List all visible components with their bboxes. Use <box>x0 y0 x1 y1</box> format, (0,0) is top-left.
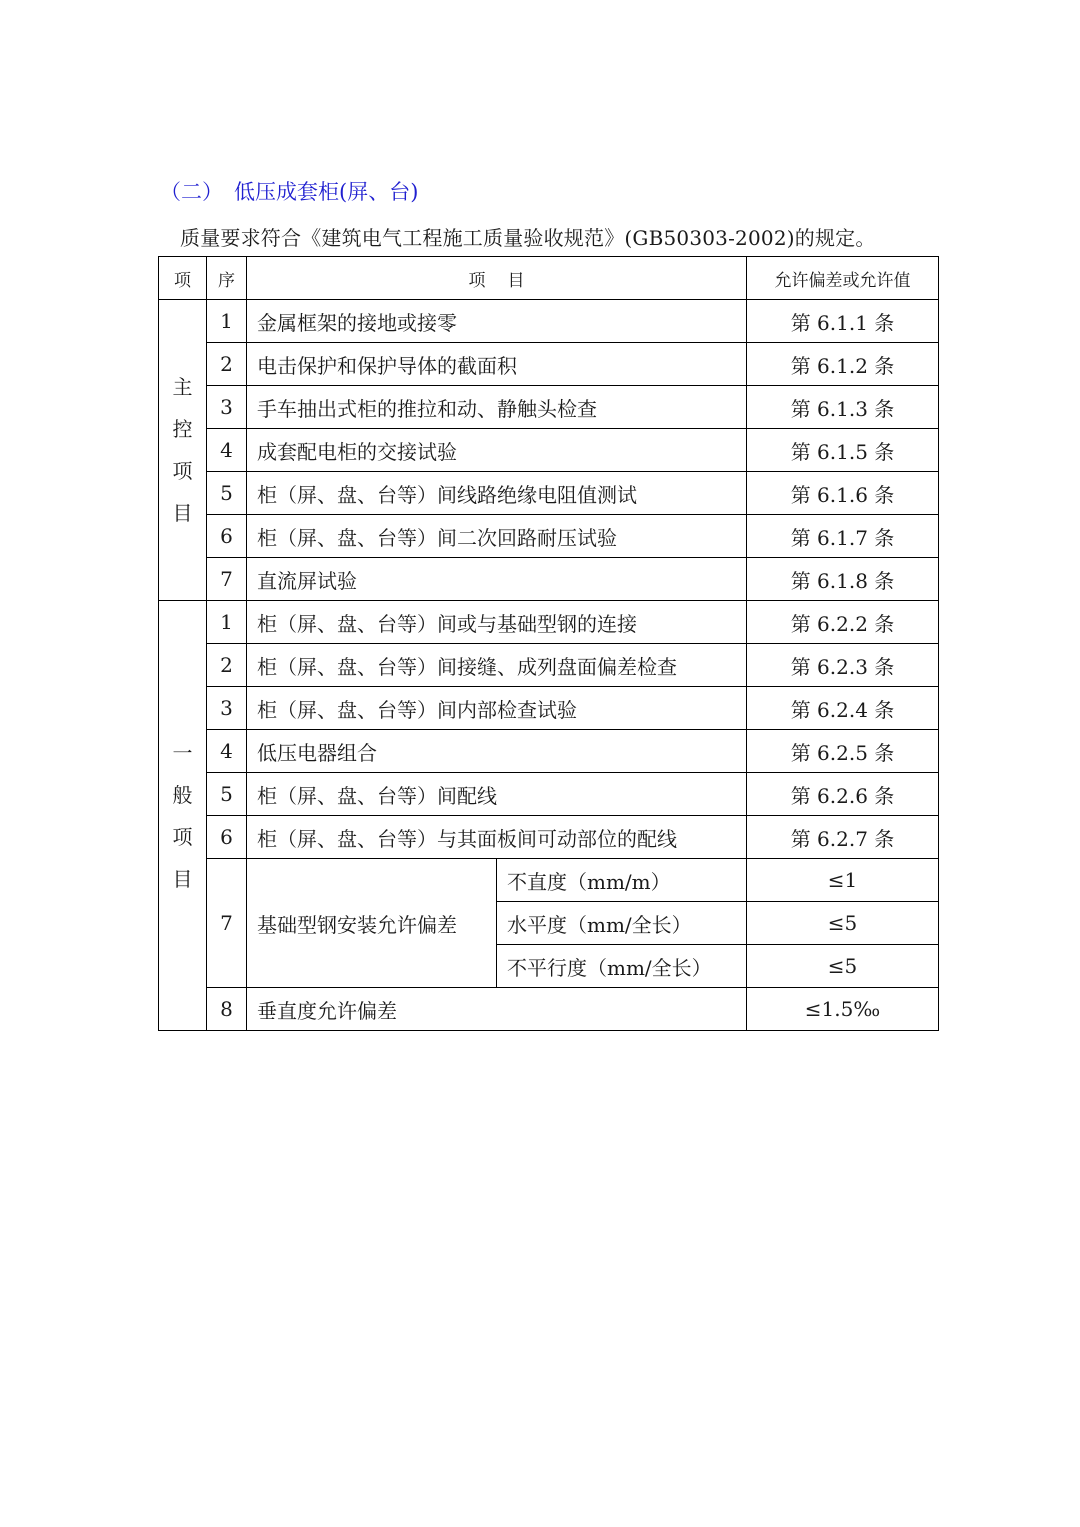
header-tolerance: 允许偏差或允许值 <box>747 257 939 300</box>
row-no: 8 <box>207 988 247 1031</box>
row-value: 第 6.1.7 条 <box>747 515 939 558</box>
row-value: 第 6.2.7 条 <box>747 816 939 859</box>
table-row <box>159 644 939 687</box>
sub-item: 水平度（mm/全长） <box>497 902 747 945</box>
section-heading <box>160 176 418 206</box>
row-item: 电击保护和保护导体的截面积 <box>247 343 747 386</box>
row-value: 第 6.1.1 条 <box>747 300 939 343</box>
group-label-general: 一 般 项 目 <box>159 601 207 1031</box>
row-item: 垂直度允许偏差 <box>247 988 747 1031</box>
row-value: 第 6.2.2 条 <box>747 601 939 644</box>
acceptance-table <box>158 256 939 1031</box>
row-item: 低压电器组合 <box>247 730 747 773</box>
row-value: 第 6.1.2 条 <box>747 343 939 386</box>
row-item: 柜（屏、盘、台等）间二次回路耐压试验 <box>247 515 747 558</box>
row-no: 3 <box>207 687 247 730</box>
row-value: 第 6.2.5 条 <box>747 730 939 773</box>
row-no: 4 <box>207 429 247 472</box>
table-row <box>159 343 939 386</box>
row-item: 柜（屏、盘、台等）间或与基础型钢的连接 <box>247 601 747 644</box>
row-value: 第 6.1.6 条 <box>747 472 939 515</box>
sub-item: 不平行度（mm/全长） <box>497 945 747 988</box>
row-item: 手车抽出式柜的推拉和动、静触头检查 <box>247 386 747 429</box>
row-no: 2 <box>207 343 247 386</box>
row-value: ≤1 <box>747 859 939 902</box>
table-row <box>159 988 939 1031</box>
row-item: 柜（屏、盘、台等）间接缝、成列盘面偏差检查 <box>247 644 747 687</box>
table-row <box>159 386 939 429</box>
header-category: 项 <box>159 257 207 300</box>
table-row <box>159 300 939 343</box>
table-row <box>159 472 939 515</box>
table-row <box>159 730 939 773</box>
row-no: 2 <box>207 644 247 687</box>
table-row <box>159 859 939 902</box>
row-item: 成套配电柜的交接试验 <box>247 429 747 472</box>
table-row <box>159 515 939 558</box>
row-no: 6 <box>207 515 247 558</box>
table-row <box>159 816 939 859</box>
row-value: 第 6.1.5 条 <box>747 429 939 472</box>
header-seq: 序 <box>207 257 247 300</box>
section-number: （二） <box>160 180 223 204</box>
row-value: ≤1.5‰ <box>747 988 939 1031</box>
row-item: 柜（屏、盘、台等）间内部检查试验 <box>247 687 747 730</box>
row-item: 柜（屏、盘、台等）间配线 <box>247 773 747 816</box>
row-no: 5 <box>207 472 247 515</box>
row-item: 直流屏试验 <box>247 558 747 601</box>
section-title: 低压成套柜(屏、台) <box>234 180 419 204</box>
row-no: 1 <box>207 300 247 343</box>
table-row <box>159 601 939 644</box>
row-no: 5 <box>207 773 247 816</box>
row-value: ≤5 <box>747 902 939 945</box>
table-header-row <box>159 257 939 300</box>
row-no: 3 <box>207 386 247 429</box>
group-label-main: 主 控 项 目 <box>159 300 207 601</box>
row-no: 7 <box>207 558 247 601</box>
table-row <box>159 687 939 730</box>
row-value: 第 6.1.8 条 <box>747 558 939 601</box>
sub-item: 不直度（mm/m） <box>497 859 747 902</box>
row-value: 第 6.2.3 条 <box>747 644 939 687</box>
table-row <box>159 558 939 601</box>
row-value: 第 6.2.4 条 <box>747 687 939 730</box>
row-item: 金属框架的接地或接零 <box>247 300 747 343</box>
header-item: 项 目 <box>247 257 747 300</box>
row-value: 第 6.2.6 条 <box>747 773 939 816</box>
row-no: 7 <box>207 859 247 988</box>
table-row <box>159 429 939 472</box>
row-item: 柜（屏、盘、台等）与其面板间可动部位的配线 <box>247 816 747 859</box>
row-no: 6 <box>207 816 247 859</box>
intro-paragraph: 质量要求符合《建筑电气工程施工质量验收规范》(GB50303-2002)的规定。 <box>180 226 876 250</box>
row-no: 4 <box>207 730 247 773</box>
row-item: 基础型钢安装允许偏差 <box>247 859 497 988</box>
table-row <box>159 773 939 816</box>
row-value: 第 6.1.3 条 <box>747 386 939 429</box>
row-no: 1 <box>207 601 247 644</box>
row-value: ≤5 <box>747 945 939 988</box>
row-item: 柜（屏、盘、台等）间线路绝缘电阻值测试 <box>247 472 747 515</box>
